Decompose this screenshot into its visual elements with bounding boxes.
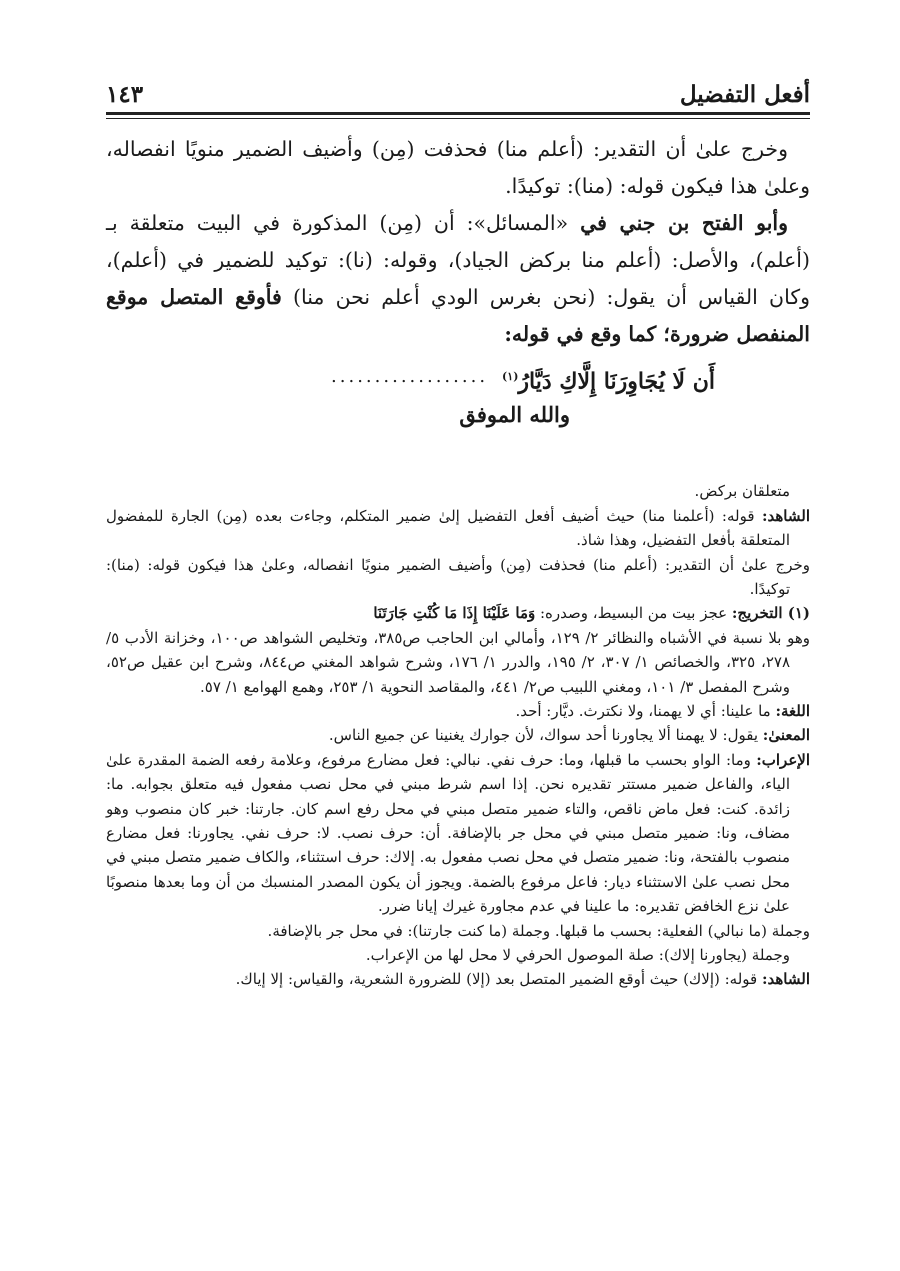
footnote-line: اللغة: ما علينا: أي لا يهمنا، ولا نكترث. ديَّار: أحد. <box>515 701 810 720</box>
note-label: المعنىٰ: <box>762 726 810 745</box>
footnote-line: وجملة (يجاورنا إلاك): صلة الموصول الحرفي لا محل لها من الإعراب. <box>365 946 790 965</box>
header-rule-thick <box>106 112 810 115</box>
footnote-line: المعنىٰ: يقول: لا يهمنا ألا يجاورنا أحد سواك، لأن جوارك يغنينا عن جميع الناس. <box>328 726 810 745</box>
note-label: الإعراب: <box>756 750 810 769</box>
book-page <box>106 60 810 992</box>
verse-ellipsis: .................. <box>331 366 489 387</box>
chapter-title: أفعل التفضيل <box>679 81 810 108</box>
footnote-line: متعلقان بركض. <box>694 482 790 501</box>
footnotes <box>106 479 810 992</box>
note-label: الشاهد: <box>761 970 810 989</box>
bold-phrase: وأبو الفتح بن جني في <box>580 211 788 235</box>
note-label: الشاهد: <box>761 506 810 525</box>
running-header <box>106 60 810 108</box>
verse-text: أَن لَا يُجَاوِرَنَا إِلَّاكِ دَيَّارُ$^{(١)}$ <box>502 368 715 395</box>
text-run: «المسائل»: أن (مِن) المذكورة في البيت متعلقة بـ (أعلم)، والأصل: (أعلم منا بركض الجياد)، وقوله: (نا): توكيد للضمير في (أعلم)، وكان القياس أن يقول: (نحن بغرس الودي أعلم نحن منا) <box>106 211 810 309</box>
footnote-line: الشاهد: قوله: (إلاك) حيث أوقع الضمير المتصل بعد (إلا) للضرورة الشعرية، والقياس: إلا إياك. <box>235 970 810 989</box>
footnote-line: وجملة (ما نبالي) الفعلية: بحسب ما قبلها. وجملة (ما كنت جارتنا): في محل جر بالإضافة. <box>267 921 810 940</box>
main-text <box>106 131 810 431</box>
closing-phrase: والله الموفق <box>459 402 570 428</box>
verse-quote: وَمَا عَلَيْنَا إِذَا مَا كُنْتِ جَارَتَنَا <box>373 604 536 623</box>
header-rule-thin <box>106 118 810 119</box>
note-label: اللغة: <box>775 701 810 720</box>
verse-line <box>106 359 715 399</box>
paragraph: وخرج علىٰ أن التقدير: (أعلم منا) فحذفت (مِن) وأضيف الضمير منويًا انفصاله، وعلىٰ هذا فيكون قوله: (منا): توكيدًا. <box>106 137 810 198</box>
note-label: (١) التخريج: <box>731 604 810 623</box>
footnote-line: (١) التخريج: عجز بيت من البسيط، وصدره: وَمَا عَلَيْنَا إِذَا مَا كُنْتِ جَارَتَنَا <box>373 604 810 623</box>
footnote-line: الشاهد: قوله: (أعلمنا منا) حيث أضيف أفعل التفضيل إلىٰ ضمير المتكلم، وجاءت بعده (مِن) الجارة للمفضول المتعلقة بأفعل التفضيل، وهذا شاذ. <box>106 506 810 550</box>
footnote-marker: (١) <box>502 370 519 383</box>
bold-phrase: فأوقع المتصل موقع المنفصل ضرورة؛ <box>106 285 810 346</box>
page-number: ١٤٣ <box>106 81 144 108</box>
footnote-line: وخرج علىٰ أن التقدير: (أعلم منا) فحذفت (مِن) وأضيف الضمير منويًا انفصاله، وعلىٰ هذا فيكون قوله: (منا): توكيدًا. <box>106 555 810 598</box>
footnote-line: الإعراب: وما: الواو بحسب ما قبلها، وما: حرف نفي. نبالي: فعل مضارع مرفوع، وعلامة رفعه الضمة المقدرة علىٰ الياء، والفاعل ضمير مستتر تقديره نحن. إذا اسم شرط مبني في محل نصب مفعول فيه متعلق بجوابه. ما: زائدة. كنت: فعل ماض ناقص، والتاء ضمير متصل مبني في محل رفع اسم كان. جارتنا: خبر كان منصوب وهو مضاف، ونا: ضمير متصل مبني في محل جر بالإضافة. أن: حرف نصب. لا: حرف نفي. يجاورنا: فعل مضارع منصوب بالفتحة، ونا: ضمير متصل في محل نصب مفعول به. إلاك: حرف استثناء، والكاف ضمير متصل مبني في محل نصب علىٰ الاستثناء ديار: فاعل مرفوع بالضمة. ويجوز أن يكون المصدر المنسبك من أن وما بعدها منصوبًا علىٰ نزع الخافض تقديره: ما علينا في عدم مجاورة غيرك إيانا ضرر. <box>106 750 810 916</box>
paragraph <box>106 205 810 353</box>
text-run: كما وقع في قوله: <box>504 322 664 346</box>
footnote-line: وهو بلا نسبة في الأشباه والنظائر ٢/ ١٢٩، وأمالي ابن الحاجب ص٣٨٥، وتخليص الشواهد ص١٠٠، وخزانة الأدب ٥/ ٢٧٨، ٣٢٥، والخصائص ١/ ٣٠٧، ٢/ ١٩٥، والدرر ١/ ١٧٦، وشرح شواهد المغني ص٨٤٤، وشرح ابن عقيل ص٥٢، وشرح المفصل ٣/ ١٠١، ومغني اللبيب ص٢/ ٤٤١، والمقاصد النحوية ١/ ٢٥٣، وهمع الهوامع ١/ ٥٧. <box>106 628 810 696</box>
